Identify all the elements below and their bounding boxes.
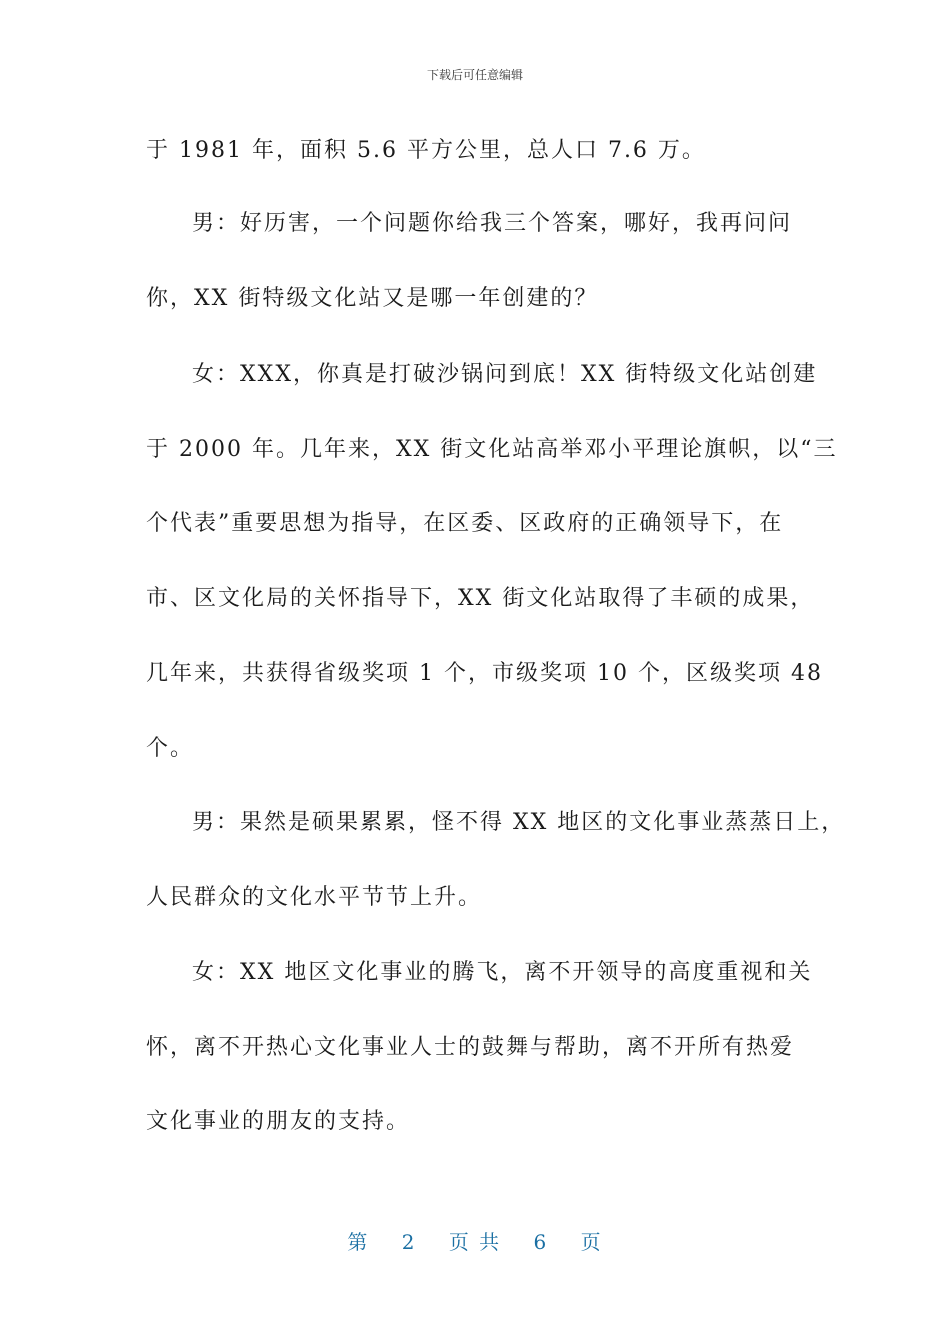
text-line: 怀，离不开热心文化事业人士的鼓舞与帮助，离不开所有热爱: [146, 1035, 795, 1060]
footer-prefix: 第: [347, 1230, 370, 1254]
text-line: 个。: [146, 736, 195, 761]
current-page-number: 2: [401, 1230, 417, 1254]
text-line: 男：好历害，一个问题你给我三个答案，哪好，我再问问: [192, 211, 793, 236]
text-line: 女：XXX，你真是打破沙锅问到底！XX 街特级文化站创建: [192, 362, 818, 387]
text-line: 于 1981 年，面积 5.6 平方公里，总人口 7.6 万。: [146, 138, 706, 163]
text-line: 女：XX 地区文化事业的腾飞，离不开领导的高度重视和关: [192, 960, 813, 985]
text-line: 市、区文化局的关怀指导下，XX 街文化站取得了丰硕的成果，: [146, 586, 815, 611]
page-header: 下载后可任意编辑: [426, 68, 523, 82]
total-pages-number: 6: [533, 1230, 549, 1254]
text-line: 几年来，共获得省级奖项 1 个，市级奖项 10 个，区级奖项 48: [146, 661, 823, 686]
text-line: 你，XX 街特级文化站又是哪一年创建的？: [146, 286, 599, 311]
text-line: 人民群众的文化水平节节上升。: [146, 885, 483, 910]
text-line: 文化事业的朋友的支持。: [146, 1109, 411, 1134]
page-footer: [0, 1226, 950, 1255]
text-line: 男：果然是硕果累累，怪不得 XX 地区的文化事业蒸蒸日上，: [192, 810, 846, 835]
footer-suffix: 页: [580, 1230, 603, 1254]
footer-middle: 页 共: [448, 1230, 502, 1254]
text-line: 个代表”重要思想为指导，在区委、区政府的正确领导下，在: [146, 511, 784, 536]
text-line: 于 2000 年。几年来，XX 街文化站高举邓小平理论旗帜，以“三: [146, 437, 838, 462]
